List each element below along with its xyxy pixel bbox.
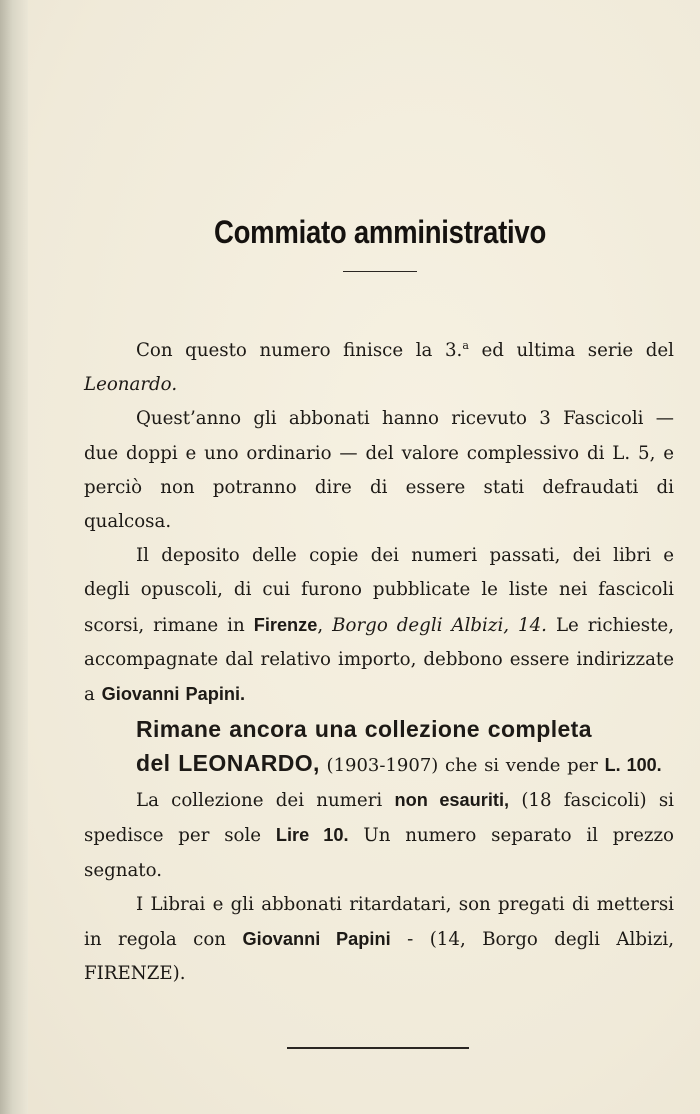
p1-leonardo-italic: Leonardo.	[84, 374, 178, 396]
p6-address: - (14, Borgo degli Albizi, FIRENZE).	[84, 929, 674, 985]
p5-text: La collezione dei numeri	[136, 790, 395, 812]
p5-text-2: (18 fascicoli) si spedisce per sole	[84, 790, 674, 847]
page-binding-shadow	[0, 0, 28, 1114]
p3-address-italic: Borgo degli Albizi, 14.	[332, 614, 547, 636]
paragraph-4-collection-notice	[84, 712, 674, 783]
body-text	[84, 334, 674, 991]
p3-firenze: Firenze	[253, 614, 318, 635]
paragraph-2: Quest’anno gli abbonati hanno ricevuto 3 Fascicoli — due doppi e uno ordinario — del valore complessivo di L. 5, e perciò non potranno dire di essere stati defraudati di qualcosa.	[84, 408, 674, 533]
p3-text: Il deposito delle copie dei numeri passati, dei libri e degli opuscoli, di cui furono pubblicate le liste nei fascicoli scorsi, rimane in	[84, 545, 674, 636]
p4-line-1: Rimane ancora una collezione completa	[136, 716, 592, 743]
p5-non-esauriti: non esauriti,	[394, 790, 510, 811]
paragraph-5	[84, 783, 674, 888]
closing-divider	[287, 1047, 469, 1049]
p6-papini: Giovanni Papini	[242, 929, 391, 950]
p3-text-2: Le richieste, accompagnate dal relativo importo, debbono essere indirizzate a	[84, 614, 674, 706]
p4-years: (1903-1907) che si vende per	[319, 755, 605, 777]
paragraph-1	[84, 334, 674, 402]
page-title: Commiato amministrativo	[213, 214, 547, 250]
p3-papini: Giovanni Papini.	[101, 684, 246, 705]
p1-text-2: ed ultima serie del	[468, 340, 674, 361]
p5-text-3: Un numero separato il prezzo segnato.	[84, 825, 674, 881]
p1-text: Con questo numero finisce la 3.	[136, 340, 463, 361]
p4-tail	[320, 755, 662, 776]
paragraph-6	[84, 888, 674, 992]
p4-price: L. 100.	[604, 755, 662, 776]
p4-leonardo: del LEONARDO,	[136, 750, 320, 777]
title-divider	[343, 271, 417, 272]
p3-comma: ,	[317, 614, 333, 636]
p5-price: Lire 10.	[275, 825, 349, 846]
p1-superscript: a	[462, 338, 469, 352]
paragraph-3	[84, 539, 674, 712]
p6-text: I Librai e gli abbonati ritardatari, son pregati di mettersi in regola con	[84, 893, 674, 951]
p4-line-2	[84, 746, 674, 783]
